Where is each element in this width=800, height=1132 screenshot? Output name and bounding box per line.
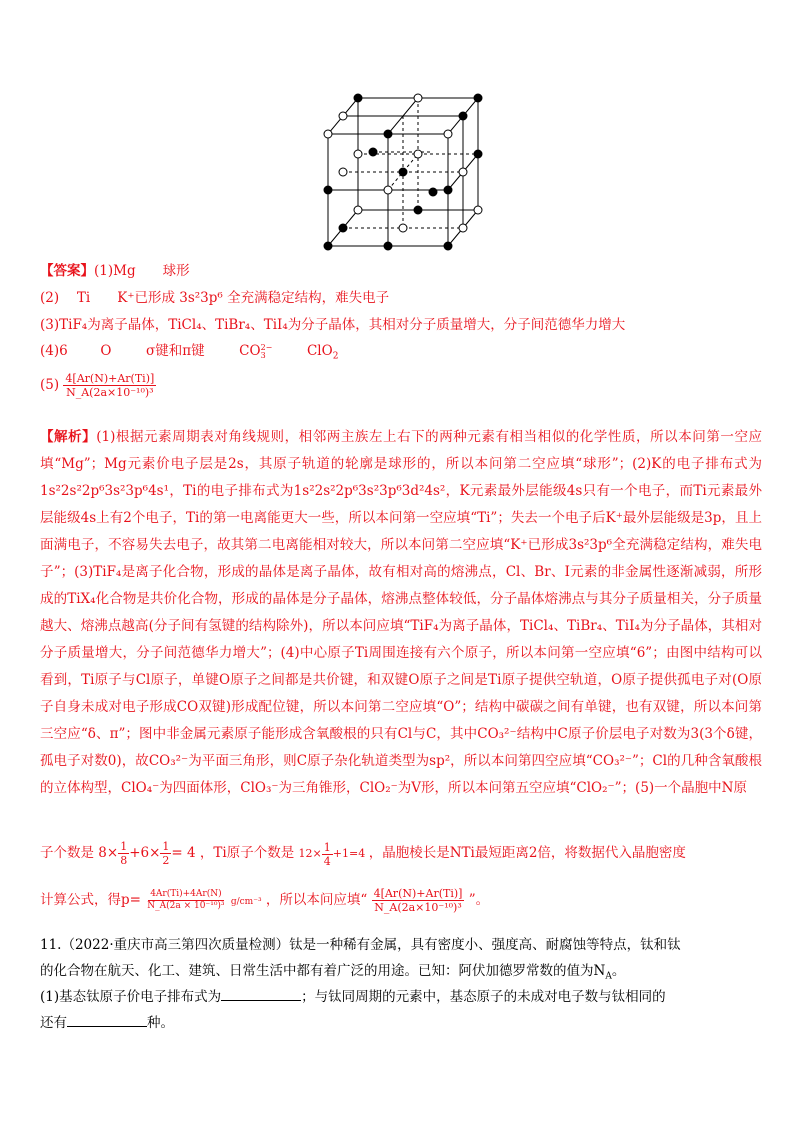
answer-line-5 <box>40 372 156 399</box>
ti-count-expr: 12× $\frac{1}{4}$ +1=4 <box>298 840 366 868</box>
answer-line-1 <box>40 262 190 280</box>
density-answer: $\frac{4[Ar(N)+Ar(Ti)]}{\text{N\_A(2a×10⁻¹⁰)³}}$ <box>373 887 463 914</box>
question-line-4: 还有 种。 <box>40 1015 174 1031</box>
answer-q1: (1)Mg 球形 <box>94 263 190 279</box>
question-line-3: (1)基态钛原子价电子排布式为 ；与钛同周期的元素中，基态原子的未成对电子数与钛相同的 <box>40 989 666 1005</box>
density-formula: $\frac{4Ar(Ti)+4Ar(N)}{\text{N\_A(2a × 10⁻¹⁰)³}}$ <box>147 889 225 911</box>
analysis-paragraph <box>40 424 762 802</box>
answer-q4-bond: σ键和π键 <box>145 343 205 359</box>
answer-q5-label: (5) <box>40 377 60 393</box>
question-line-2: 的化合物在航天、化工、建筑、日常生活中都有着广泛的用途。已知：阿伏加德罗常数的值为$N_A$。 <box>40 963 626 982</box>
answer-line-3 <box>40 316 625 334</box>
analysis-count-line: 子个数是 8× $\frac{1}{8}$ +6× $\frac{1}{2}$ = 4 ，Ti原子个数是 12× $\frac{1}{4}$ +1=4 ，晶胞棱长是NTi最短距离2倍，将数据代入晶胞密度 <box>40 840 686 868</box>
answer-q3: (3)TiF₄为离子晶体，TiCl₄、TiBr₄、TiI₄为分子晶体，其相对分子质量增大，分子间范德华力增大 <box>40 317 626 333</box>
answer-line-2 <box>40 289 389 307</box>
crystal-cell-diagram <box>320 88 490 256</box>
answer-q5-fraction: $\frac{4[Ar(N)+Ar(Ti)]}{\text{N\_A(2a×10⁻¹⁰)³}}$ <box>65 372 155 399</box>
answer-label: 【答案】 <box>40 263 94 279</box>
answer-blank-2[interactable] <box>67 1014 147 1027</box>
answer-q2: (2) Ti K⁺已形成 3s²3p⁶ 全充满稳定结构，难失电子 <box>40 290 390 306</box>
analysis-label: 【解析】 <box>40 429 97 445</box>
answer-blank-1[interactable] <box>221 988 301 1001</box>
question-line-1: 11.（2022·重庆市高三第四次质量检测）钛是一种稀有金属，具有密度小、强度高、耐腐蚀等特点，钛和钛 <box>40 937 681 953</box>
answer-q4-o: O <box>100 343 112 359</box>
answer-line-4 <box>40 342 338 366</box>
answer-q4-num: (4)6 <box>40 343 68 359</box>
n-count-expr: 8× $\frac{1}{8}$ +6× $\frac{1}{2}$ = 4 <box>98 840 196 867</box>
analysis-calc-line: 计算公式，得p= $\frac{4Ar(Ti)+4Ar(N)}{\text{N\_A(2a × 10⁻¹⁰)³}}$ g/cm⁻³ ，所以本问应填“ $\frac{4[Ar(N)+Ar(Ti)]}{\text{N\_A(2a×10⁻¹⁰)³}}$ ”。 <box>40 887 490 914</box>
answer-q4-co3: CO 2− 3 <box>239 342 273 360</box>
answer-q4-clo2: ClO$_2$ <box>306 343 339 362</box>
analysis-text: (1)根据元素周期表对角线规则，相邻两主族左上右下的两种元素有相当相似的化学性质，所以本问第一空应填“Mg”；Mg元素价电子层是2s，其原子轨道的轮廓是球形的，所以本问第二空应填“球形”；(2)K的电子排布式为1s²2s²2p⁶3s²3p⁶4s¹，Ti的电子排布式为1s²2s²2p⁶3s²3p⁶3d²4s²，K元素最外层能级4s只有一个电子，而Ti元素最外层能级4s上有2个电子，Ti的第一电离能更大一些，所以本问第一空应填“Ti”；失去一个电子后K⁺最外层能级是3p，且上面满电子，不容易失去电子，故其第二电离能相对较大，所以本问第二空应填“K⁺已形成3s²3p⁶全充满稳定结构，难失电子”；(3)TiF₄是离子化合物，形成的晶体是离子晶体，故有相对高的熔沸点，Cl、Br、I元素的非金属性逐渐减弱，所形成的TiX₄化合物是共价化合物，形成的晶体是分子晶体，熔沸点整体较低，分子晶体熔沸点与其分子质量相关，分子质量越大、熔沸点越高(分子间有氢键的结构除外)，所以本问应填“TiF₄为离子晶体，TiCl₄、TiBr₄、TiI₄为分子晶体，其相对分子质量增大，分子间范德华力增大”；(4)中心原子Ti周围连接有六个原子，所以本问第一空应填“6”；由图中结构可以看到，Ti原子与Cl原子，单键O原子之间都是共价键，和双键O原子之间是Ti原子提供空轨道，O原子提供孤电子对(O原子自身未成对电子形成CO双键)形成配位键，所以本问第二空应填“O”；结构中碳碳之间有单键，也有双键，所以本问第三空应“δ、π”；图中非金属元素原子能形成含氧酸根的只有Cl与C，其中CO₃²⁻结构中C原子价层电子对数为3(3个δ键，孤电子对数0)，故CO₃²⁻为平面三角形，则C原子杂化轨道类型为sp²，所以本问第四空应填“CO₃²⁻”；Cl的几种含氧酸根的立体构型，ClO₄⁻为四面体形，ClO₃⁻为三角锥形，ClO₂⁻为V形，所以本问第五空应填“ClO₂⁻”；(5)一个晶胞中N原 <box>40 429 763 796</box>
